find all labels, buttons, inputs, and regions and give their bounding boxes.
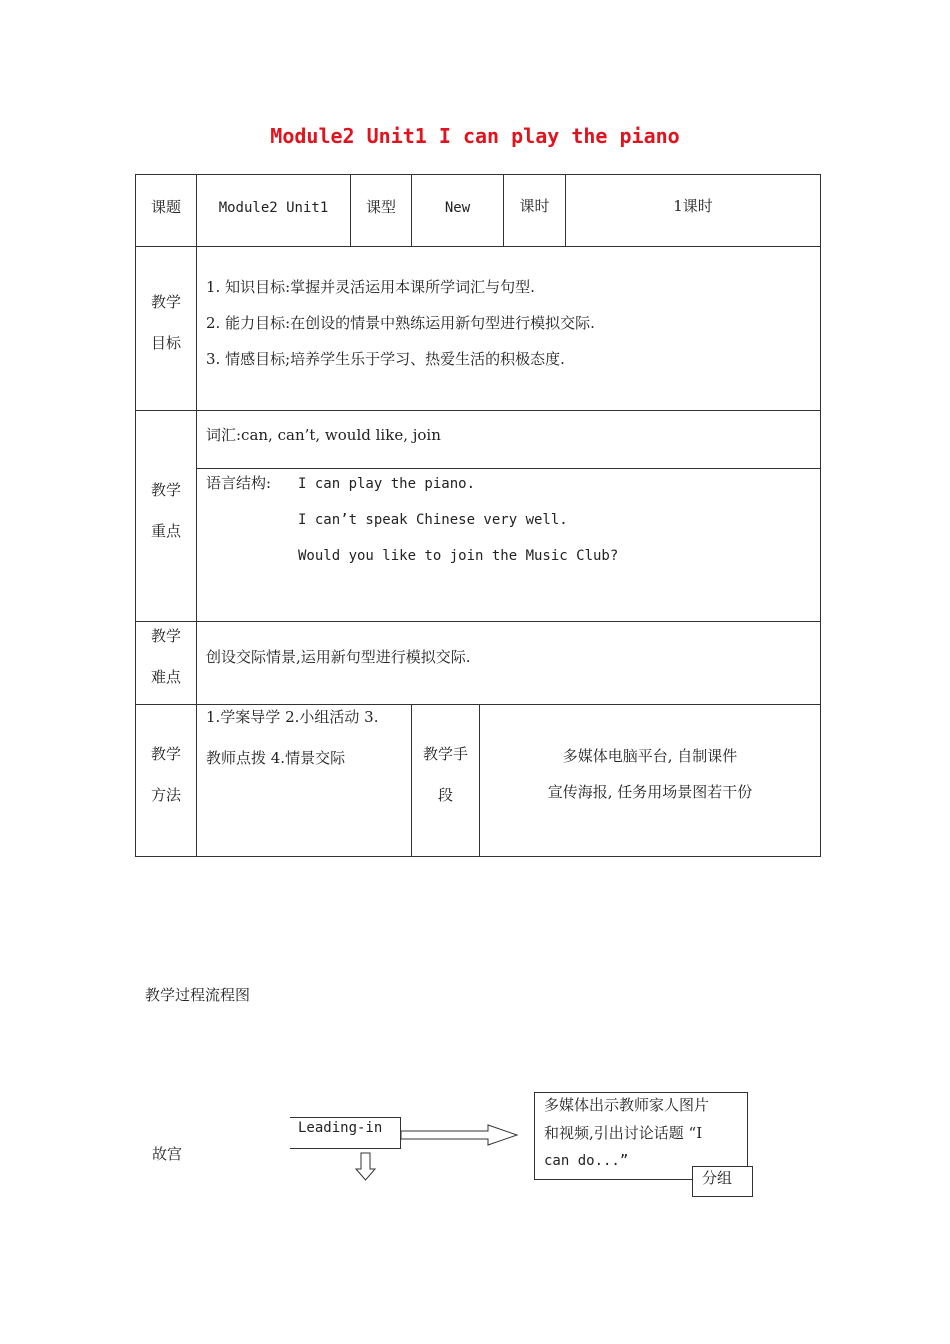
multimedia-line: can do...”	[544, 1153, 629, 1169]
sentence: I can’t speak Chinese very well.	[298, 512, 568, 528]
means-line: 宣传海报, 任务用场景图若干份	[547, 783, 753, 801]
type-value: New	[444, 200, 471, 216]
leading-in-box	[290, 1117, 401, 1149]
structure-label: 语言结构:	[206, 474, 272, 492]
difficulty-text: 创设交际情景,运用新句型进行模拟交际.	[206, 648, 471, 666]
label-means-1: 教学手	[422, 745, 468, 763]
group-label: 分组	[702, 1169, 733, 1187]
right-arrow-icon	[400, 1124, 522, 1146]
label-goals-1: 教学	[150, 293, 181, 311]
flow-side-label: 故宫	[152, 1145, 183, 1163]
label-hours: 课时	[519, 197, 550, 215]
methods-line: 教师点拨 4.情景交际	[206, 749, 346, 767]
group-box	[692, 1166, 753, 1197]
hours-value: 1课时	[673, 197, 713, 215]
page-title: Module2 Unit1 I can play the piano	[270, 124, 680, 148]
label-difficulty-2: 难点	[150, 668, 181, 686]
label-topic: 课题	[150, 198, 181, 216]
topic-value: Module2 Unit1	[218, 200, 329, 216]
multimedia-line: 和视频,引出讨论话题 “I	[544, 1124, 703, 1142]
label-difficulty-1: 教学	[150, 627, 181, 645]
label-key-1: 教学	[150, 481, 181, 499]
label-means-2: 段	[437, 786, 453, 804]
sentence: Would you like to join the Music Club?	[298, 548, 619, 564]
multimedia-line: 多媒体出示教师家人图片	[544, 1096, 710, 1114]
down-arrow-icon	[355, 1152, 377, 1182]
label-key-2: 重点	[150, 522, 181, 540]
goal-item: 1. 知识目标:掌握并灵活运用本课所学词汇与句型.	[206, 278, 535, 296]
goal-item: 3. 情感目标;培养学生乐于学习、热爱生活的积极态度.	[206, 350, 565, 368]
means-line: 多媒体电脑平台, 自制课件	[562, 747, 738, 765]
leading-in-label: Leading-in	[298, 1120, 383, 1136]
methods-line: 1.学案导学 2.小组活动 3.	[206, 708, 379, 726]
flow-heading: 教学过程流程图	[145, 986, 251, 1004]
label-goals-2: 目标	[150, 334, 181, 352]
sentence: I can play the piano.	[298, 476, 476, 492]
label-methods-1: 教学	[150, 745, 181, 763]
label-type: 课型	[365, 198, 396, 216]
vocabulary: 词汇:can, can’t, would like, join	[206, 426, 441, 444]
goal-item: 2. 能力目标:在创设的情景中熟练运用新句型进行模拟交际.	[206, 314, 595, 332]
label-methods-2: 方法	[150, 786, 181, 804]
